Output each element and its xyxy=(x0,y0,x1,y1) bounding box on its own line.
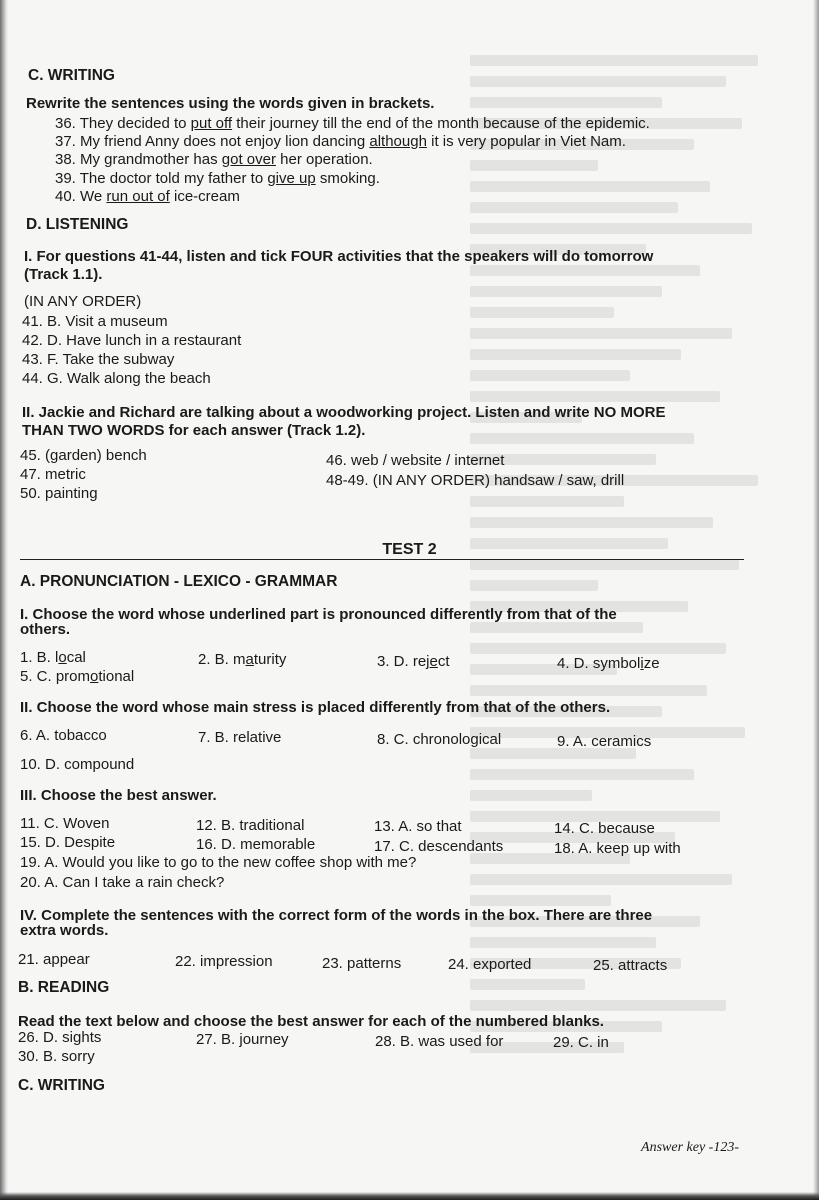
writing-item-40: 40. We run out of ice-cream xyxy=(55,188,240,205)
answer-24: 24. exported xyxy=(448,956,532,973)
answer-25: 25. attracts xyxy=(593,957,668,974)
writing-item-39: 39. The doctor told my father to give up smoking. xyxy=(55,170,380,187)
answer-7: 7. B. relative xyxy=(198,729,282,746)
section-heading-reading: B. READING xyxy=(18,979,110,996)
listening-part2-instruction-line1: II. Jackie and Richard are talking about a woodworking project. Listen and write NO MORE xyxy=(22,404,666,421)
page-bottom-shadow xyxy=(0,1192,819,1200)
answer-46: 46. web / website / internet xyxy=(326,452,505,469)
reading-instruction: Read the text below and choose the best answer for each of the numbered blanks. xyxy=(18,1013,604,1030)
answer-44: 44. G. Walk along the beach xyxy=(22,370,211,387)
answer-5: 5. C. promotional xyxy=(20,668,135,685)
answer-12: 12. B. traditional xyxy=(196,817,305,834)
answer-14: 14. C. because xyxy=(554,820,655,837)
answer-45: 45. (garden) bench xyxy=(20,447,147,464)
answer-1: 1. B. local xyxy=(20,649,86,666)
word-form-instruction-line1: IV. Complete the sentences with the correct form of the words in the box. There are three xyxy=(20,907,653,924)
answer-10: 10. D. compound xyxy=(20,756,135,773)
answer-2: 2. B. maturity xyxy=(198,651,287,668)
answer-29: 29. C. in xyxy=(553,1034,609,1051)
best-answer-instruction: III. Choose the best answer. xyxy=(20,787,217,804)
writing-item-37: 37. My friend Anny does not enjoy lion dancing although it is very popular in Viet Nam. xyxy=(55,133,626,150)
answer-30: 30. B. sorry xyxy=(18,1048,95,1065)
answer-23: 23. patterns xyxy=(322,955,402,972)
answer-18: 18. A. keep up with xyxy=(554,840,681,857)
answer-19: 19. A. Would you like to go to the new coffee shop with me? xyxy=(20,854,417,871)
answer-26: 26. D. sights xyxy=(18,1029,102,1046)
answer-4: 4. D. symbolize xyxy=(557,655,660,672)
writing-instruction: Rewrite the sentences using the words given in brackets. xyxy=(26,95,435,112)
section-heading-listening: D. LISTENING xyxy=(26,216,129,233)
test-2-title: TEST 2 xyxy=(382,541,437,558)
pronunciation-instruction-line2: others. xyxy=(20,621,71,638)
answer-20: 20. A. Can I take a rain check? xyxy=(20,874,225,891)
listening-part1-note: (IN ANY ORDER) xyxy=(24,293,142,310)
section-heading-pronunciation: A. PRONUNCIATION - LEXICO - GRAMMAR xyxy=(20,573,338,590)
writing-item-38: 38. My grandmother has got over her operation. xyxy=(55,151,373,168)
answer-21: 21. appear xyxy=(18,951,90,968)
answer-47: 47. metric xyxy=(20,466,86,483)
answer-50: 50. painting xyxy=(20,485,98,502)
listening-part1-instruction-line1: I. For questions 41-44, listen and tick FOUR activities that the speakers will do tomorrow xyxy=(24,248,654,265)
answer-11: 11. C. Woven xyxy=(20,815,110,832)
answer-42: 42. D. Have lunch in a restaurant xyxy=(22,332,242,349)
answer-13: 13. A. so that xyxy=(374,818,462,835)
page-right-shadow xyxy=(813,0,819,1200)
answer-22: 22. impression xyxy=(175,953,273,970)
answer-17: 17. C. descendants xyxy=(374,838,504,855)
stress-instruction: II. Choose the word whose main stress is placed differently from that of the others. xyxy=(20,699,611,716)
answer-41: 41. B. Visit a museum xyxy=(22,313,168,330)
listening-part2-instruction-line2: THAN TWO WORDS for each answer (Track 1.2). xyxy=(22,422,366,439)
title-divider xyxy=(20,559,744,560)
answer-16: 16. D. memorable xyxy=(196,836,316,853)
section-heading-writing-2: C. WRITING xyxy=(18,1077,105,1094)
answer-15: 15. D. Despite xyxy=(20,834,116,851)
answer-48-49: 48-49. (IN ANY ORDER) handsaw / saw, drill xyxy=(326,472,625,489)
page-footer: Answer key -123- xyxy=(641,1140,739,1155)
pronunciation-instruction-line1: I. Choose the word whose underlined part is pronounced differently from that of the xyxy=(20,606,617,623)
writing-item-36: 36. They decided to put off their journey till the end of the month because of the epidemic. xyxy=(55,115,650,132)
page-left-shadow xyxy=(0,0,8,1200)
word-form-instruction-line2: extra words. xyxy=(20,922,109,939)
answer-28: 28. B. was used for xyxy=(375,1033,504,1050)
answer-8: 8. C. chronological xyxy=(377,731,502,748)
answer-9: 9. A. ceramics xyxy=(557,733,652,750)
answer-43: 43. F. Take the subway xyxy=(22,351,175,368)
answer-27: 27. B. journey xyxy=(196,1031,289,1048)
answer-6: 6. A. tobacco xyxy=(20,727,107,744)
answer-3: 3. D. reject xyxy=(377,653,450,670)
section-heading-writing: C. WRITING xyxy=(28,67,115,84)
listening-part1-instruction-line2: (Track 1.1). xyxy=(24,266,103,283)
